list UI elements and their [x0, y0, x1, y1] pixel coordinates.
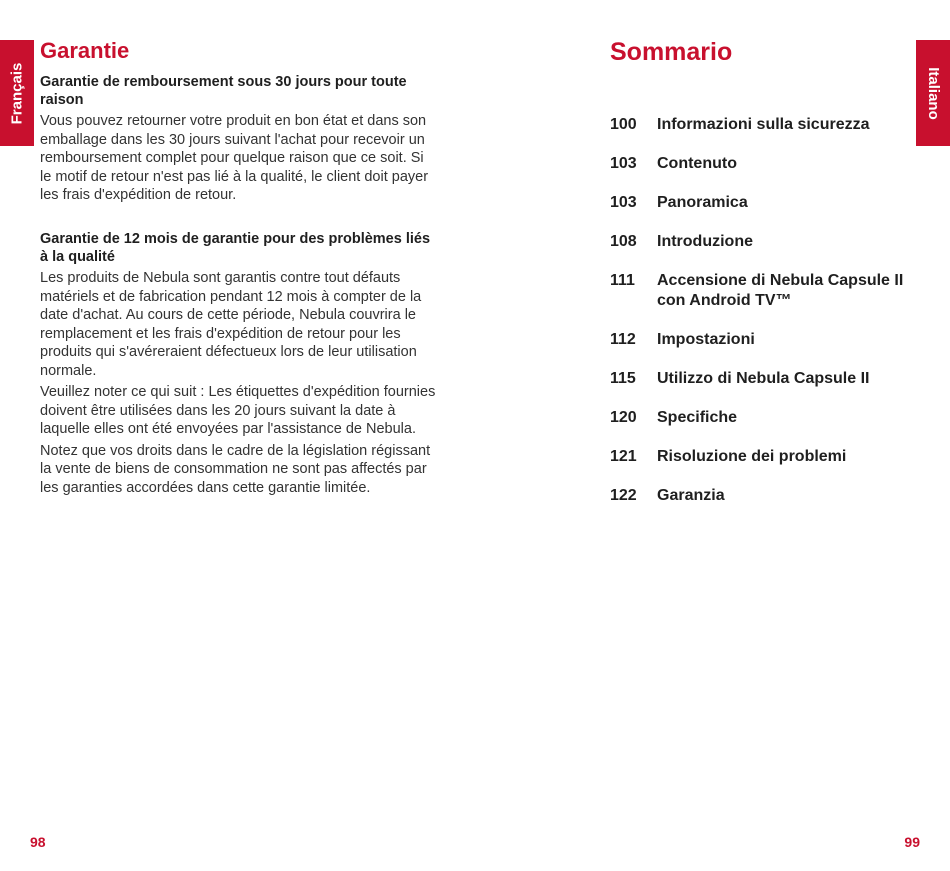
toc-label: Informazioni sulla sicurezza	[657, 116, 870, 133]
section-paragraph: Veuillez noter ce qui suit : Les étiquettes d'expédition fournies doivent être utilisées dans les 20 jours suivant la date à laquelle elles ont été envoyées par l'assistance de Nebula.	[40, 384, 436, 437]
toc-item[interactable]	[610, 154, 920, 174]
language-tab-label: Italiano	[924, 66, 942, 120]
toc-label: Impostazioni	[657, 331, 755, 348]
right-page	[475, 0, 950, 871]
page-number: 99	[904, 834, 920, 850]
toc-page-number: 122	[610, 487, 637, 504]
page-title: Sommario	[610, 38, 733, 66]
toc-item[interactable]	[610, 193, 920, 213]
language-tab-francais[interactable]	[0, 40, 34, 146]
toc-item[interactable]	[610, 447, 920, 467]
toc-label: Contenuto	[657, 155, 737, 172]
toc-page-number: 115	[610, 370, 636, 387]
toc-page-number: 121	[610, 448, 637, 465]
toc-label: Utilizzo di Nebula Capsule II	[657, 370, 870, 387]
toc-item[interactable]	[610, 232, 920, 252]
toc-item[interactable]	[610, 408, 920, 428]
toc-item[interactable]	[610, 369, 920, 389]
page-number: 98	[30, 834, 46, 850]
language-tab-italiano[interactable]	[916, 40, 950, 146]
toc-item[interactable]	[610, 330, 920, 350]
toc-label: Specifiche	[657, 409, 738, 426]
toc-label: Accensione di Nebula Capsule II con Android TV™	[657, 272, 904, 309]
table-of-contents	[610, 115, 920, 525]
section-paragraph: Les produits de Nebula sont garantis contre tout défauts matériels et de fabrication pendant 12 mois à compter de la date d'achat. Au cours de cette période, Nebula couvrira le remplacement et les frais d'expédition de retour pour les produits qui s'avéreraient défectueux lors de leur utilisation normale.	[40, 270, 422, 379]
toc-item[interactable]	[610, 115, 920, 135]
warranty-section-30-days	[40, 73, 436, 208]
toc-item[interactable]	[610, 271, 920, 311]
section-heading: Garantie de 12 mois de garantie pour des problèmes liés à la qualité	[40, 231, 431, 265]
toc-label: Garanzia	[657, 487, 725, 504]
section-paragraph: Notez que vos droits dans le cadre de la législation régissant la vente de biens de consommation ne sont pas affectés par les garanties accordées dans cette garantie limitée.	[40, 442, 431, 496]
toc-page-number: 112	[610, 331, 636, 348]
toc-page-number: 111	[610, 272, 635, 289]
toc-page-number: 103	[610, 194, 637, 211]
toc-page-number: 103	[610, 155, 637, 172]
toc-page-number: 100	[610, 116, 637, 133]
toc-page-number: 120	[610, 409, 637, 426]
page-title: Garantie	[40, 38, 130, 63]
warranty-section-12-months	[40, 230, 436, 500]
section-heading: Garantie de remboursement sous 30 jours pour toute raison	[40, 74, 407, 108]
section-paragraph: Vous pouvez retourner votre produit en bon état et dans son emballage dans les 30 jours suivant l'achat pour recevoir un remboursement complet pour quelque raison que ce soit. Si le motif de retour n'est pas lié à la qualité, le client doit payer les frais d'expédition de retour.	[40, 113, 429, 203]
toc-page-number: 108	[610, 233, 637, 250]
language-tab-label: Français	[8, 62, 26, 124]
toc-label: Risoluzione dei problemi	[657, 448, 847, 465]
toc-label: Panoramica	[657, 194, 748, 211]
toc-label: Introduzione	[657, 233, 753, 250]
toc-item[interactable]	[610, 486, 920, 506]
